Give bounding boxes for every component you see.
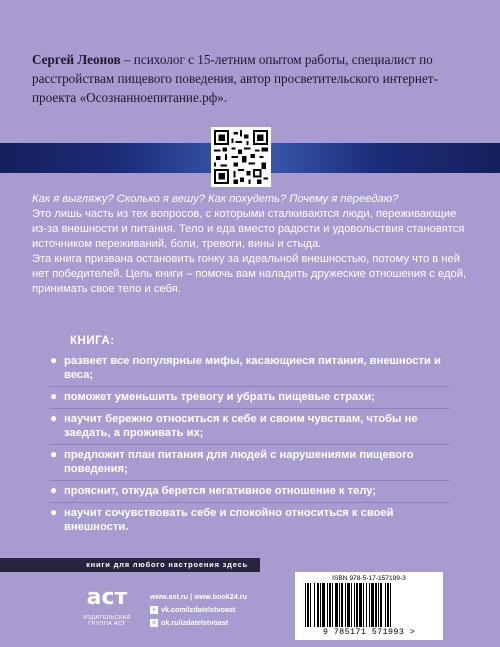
vk-link[interactable]: v vk.com/izdatelstvoast	[150, 603, 300, 616]
bullet-icon: ●	[50, 447, 58, 461]
list-item: ● научит сочувствовать себе и спокойно относиться к своей внешности.	[50, 505, 394, 533]
barcode-bars	[301, 583, 437, 627]
list-item: ● предложит план питания для людей с нарушениями пищевого поведения;	[50, 445, 450, 481]
publisher-name: ИЗДАТЕЛЬСКАЯ ГРУППА АСТ	[83, 615, 131, 627]
bullet-icon: ●	[50, 353, 58, 367]
tagline-strip	[0, 558, 260, 572]
intro-paragraph-2: Эта книга призвана остановить гонку за идеальной внешностью, потому что в ней нет победителей. Цель книги – помочь вам наладить дружеские отношения с едой, принимать свое тело и себя.	[32, 253, 467, 295]
intro-paragraph-1: Это лишь часть из тех вопросов, с которыми сталкиваются люди, переживающие из-за внешности и питания. Тело и еда вместо радости и удовольствия становятся источником переживаний, боли, тревоги, вины и стыда.	[32, 208, 465, 250]
intro-questions: Как я выгляжу? Сколько я вешу? Как похудеть? Почему я переедаю?	[32, 193, 399, 205]
qr-code-icon	[211, 127, 271, 187]
ok-link[interactable]: o ok.ru/izdatelstvoast	[150, 616, 300, 629]
bullet-icon: ●	[50, 483, 58, 497]
author-name: Сергей Леонов	[32, 52, 121, 67]
benefits-list	[50, 351, 450, 538]
bullet-icon: ●	[50, 505, 58, 519]
author-description: – психолог с 15-летним опытом работы, специалист по расстройствам пищевого поведения, автор просветительского интернет-проекта «Осознанноепитание.рф».	[32, 52, 438, 105]
isbn-text: ISBN 978-5-17-157199-3	[332, 575, 406, 582]
logo-mark: аст	[86, 585, 128, 610]
vk-icon: v	[150, 606, 158, 614]
list-item: ● развеет все популярные мифы, касающиеся питания, внешности и веса;	[50, 351, 450, 387]
intro-text	[32, 192, 472, 297]
barcode-icon	[295, 572, 443, 640]
benefits-title: КНИГА:	[70, 335, 115, 347]
barcode-digits: 9 785171 571993 >	[322, 627, 416, 637]
publisher-links	[150, 590, 300, 629]
list-item: ● научит бережно относиться к себе и своим чувствам, чтобы не заедать, а проживать их;	[50, 409, 450, 445]
ast-logo-icon	[72, 585, 142, 635]
tagline-text: книги для любого настроения здесь	[86, 560, 248, 569]
bullet-icon: ●	[50, 389, 58, 403]
list-item: ● поможет уменьшить тревогу и убрать пищевые страхи;	[50, 387, 450, 409]
bullet-icon: ●	[50, 411, 58, 425]
author-bio	[32, 50, 472, 107]
web-links[interactable]: www.ast.ru | www.book24.ru	[150, 592, 247, 601]
list-item: ● прояснит, откуда берется негативное отношение к телу;	[50, 481, 450, 503]
ok-icon: o	[150, 619, 158, 627]
